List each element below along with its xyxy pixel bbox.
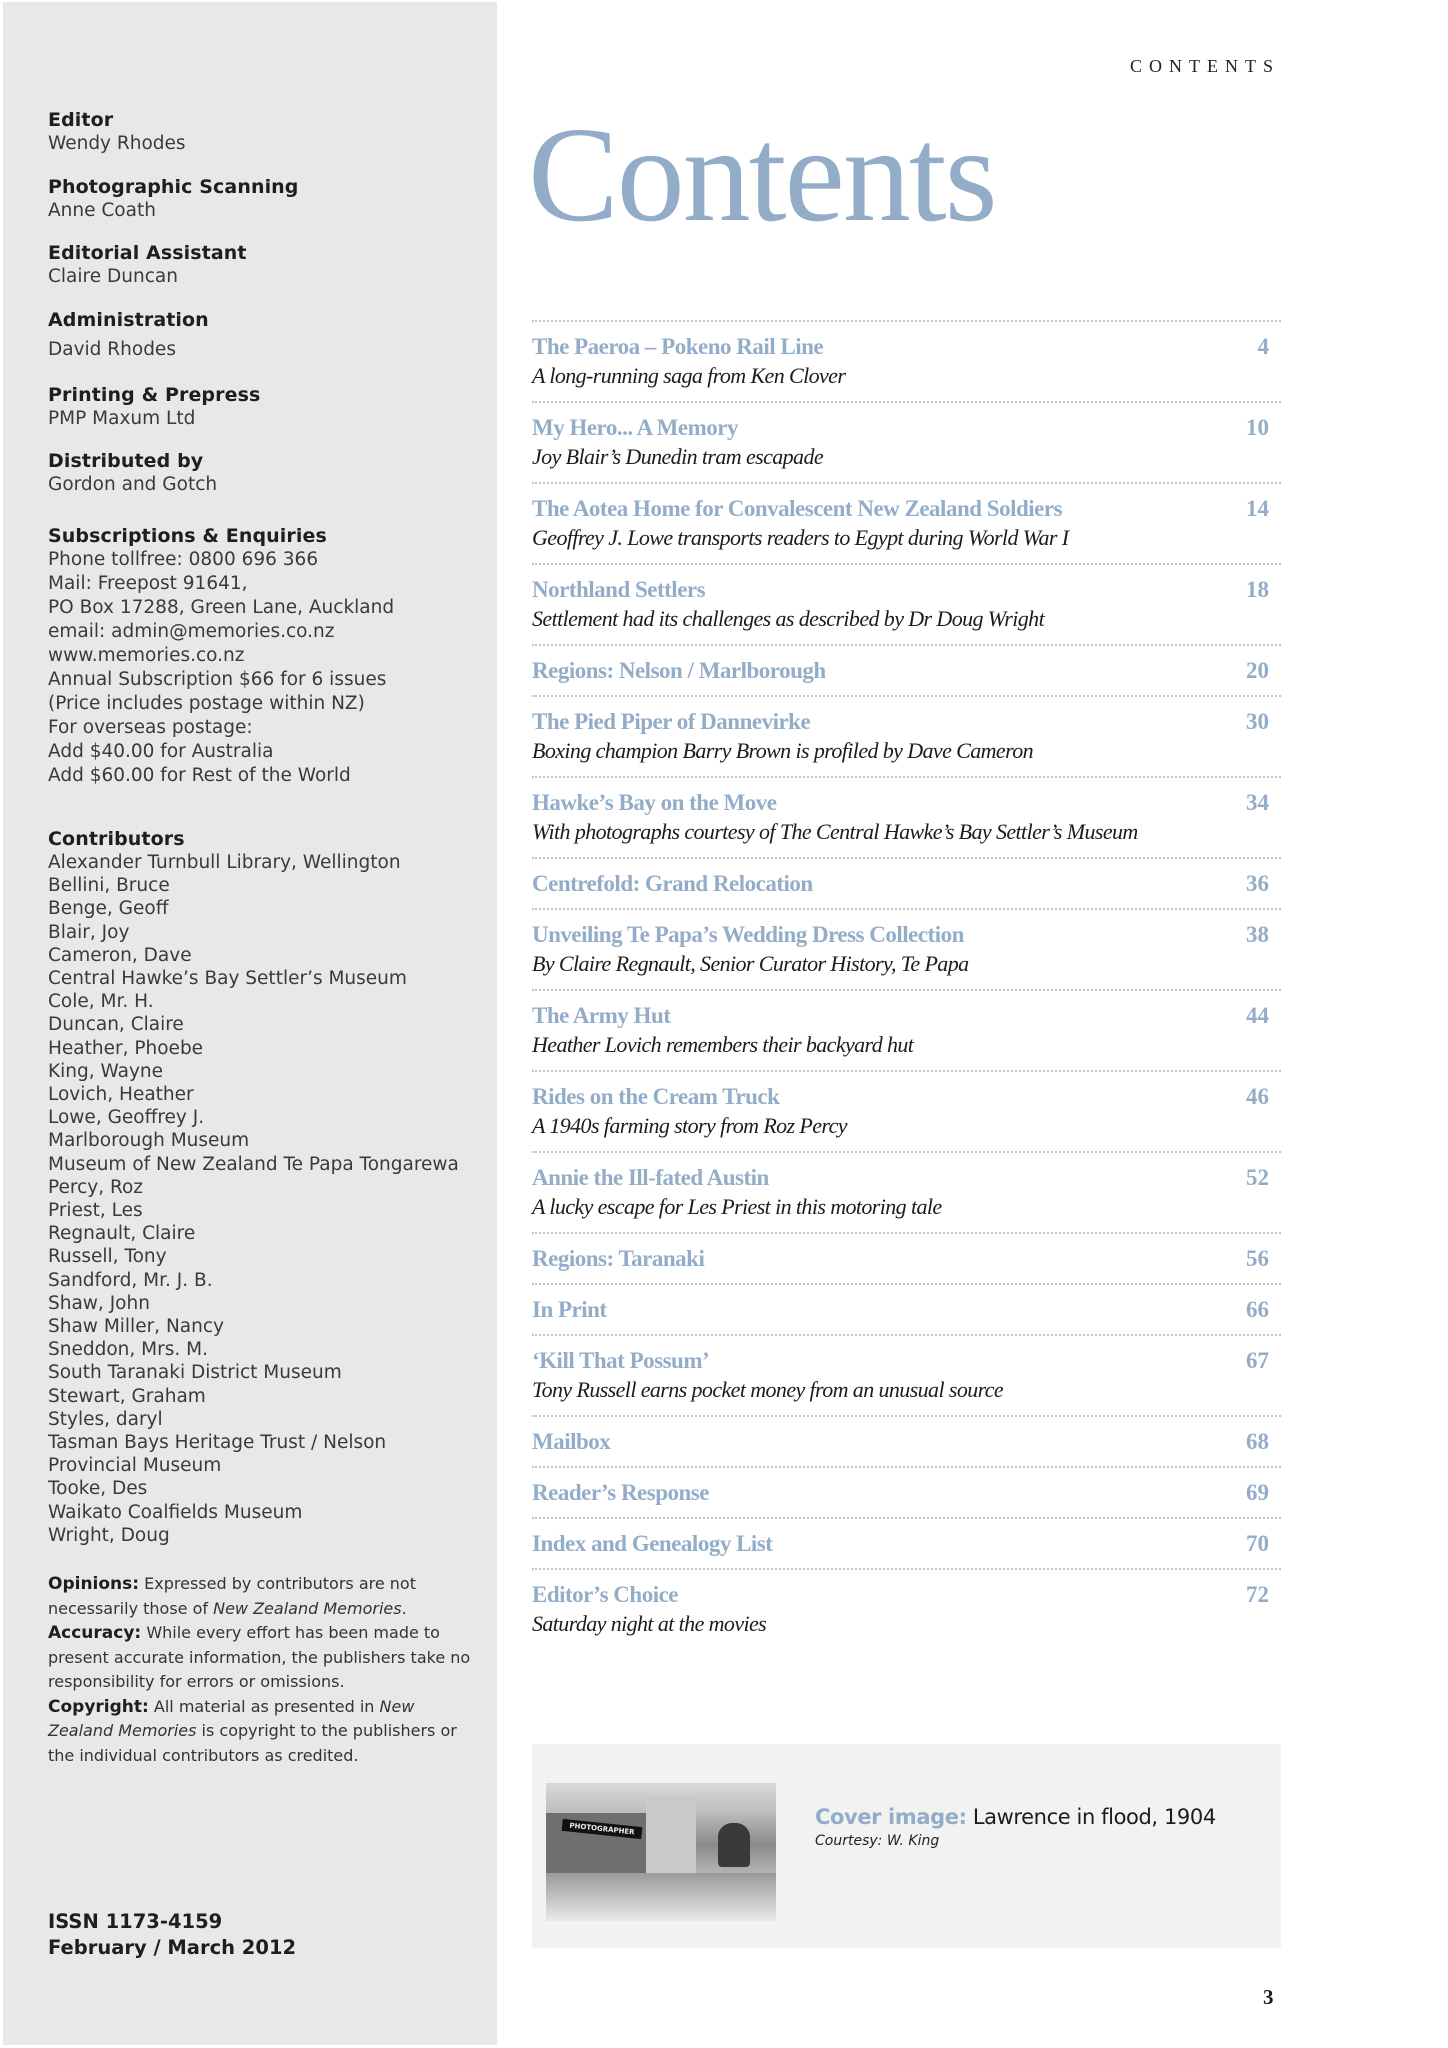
credit-heading: Editorial Assistant xyxy=(48,242,247,264)
toc-entry[interactable] xyxy=(532,320,1281,401)
toc-entry-page: 36 xyxy=(1246,871,1269,896)
contributor-name: Sandford, Mr. J. B. xyxy=(48,1269,213,1291)
credit-block xyxy=(48,383,488,431)
photo-floodwater xyxy=(546,1873,776,1921)
page-number: 3 xyxy=(1263,1985,1274,2009)
toc-entry[interactable] xyxy=(532,1334,1281,1415)
contributor-name: Provincial Museum xyxy=(48,1455,222,1477)
toc-entry[interactable] xyxy=(532,695,1281,776)
running-head: CONTENTS xyxy=(1130,56,1280,76)
contributor-name: Cole, Mr. H. xyxy=(48,991,154,1013)
toc-entry[interactable] xyxy=(532,908,1281,989)
contributors-heading: Contributors xyxy=(48,828,185,850)
toc-entry[interactable] xyxy=(532,1283,1281,1334)
copyright-text-end: is copyright to the publishers or the individual contributors as credited. xyxy=(48,1721,457,1765)
credit-block xyxy=(48,241,488,289)
toc-entry-page: 10 xyxy=(1246,415,1269,440)
cover-caption xyxy=(815,1804,1216,1830)
credit-heading: Printing & Prepress xyxy=(48,384,261,406)
toc-entry-title[interactable]: Mailbox xyxy=(532,1429,611,1454)
subscription-line: For overseas postage: xyxy=(48,717,253,738)
credit-block xyxy=(48,449,488,497)
subscription-line[interactable]: www.memories.co.nz xyxy=(48,645,245,666)
contributor-name: Bellini, Bruce xyxy=(48,875,170,897)
toc-entry-subtitle: Geoffrey J. Lowe transports readers to Egypt during World War I xyxy=(532,525,1069,550)
contributor-name: Russell, Tony xyxy=(48,1246,167,1268)
contributor-name: Marlborough Museum xyxy=(48,1130,250,1152)
toc-entry-subtitle: A long-running saga from Ken Clover xyxy=(532,363,846,388)
subscription-line: Annual Subscription $66 for 6 issues xyxy=(48,669,387,690)
toc-entry-title[interactable]: Northland Settlers xyxy=(532,577,706,602)
subscription-line: Add $60.00 for Rest of the World xyxy=(48,765,351,786)
contributor-name: Styles, daryl xyxy=(48,1408,163,1430)
toc-entry-title[interactable]: In Print xyxy=(532,1297,607,1322)
toc-entry-title[interactable]: Regions: Taranaki xyxy=(532,1246,705,1271)
cover-label: Cover image: xyxy=(815,1805,967,1829)
toc-entry-subtitle: Joy Blair’s Dunedin tram escapade xyxy=(532,444,824,469)
toc-entry-page: 46 xyxy=(1246,1084,1269,1109)
toc-entry-title[interactable]: The Paeroa – Pokeno Rail Line xyxy=(532,334,824,359)
accuracy-text: While every effort has been made to present accurate information, the publishers take no responsibility for errors or omissions. xyxy=(48,1623,471,1691)
masthead-sidebar xyxy=(3,2,497,2045)
toc-entry-title[interactable]: The Army Hut xyxy=(532,1003,671,1028)
toc-entry-subtitle: A 1940s farming story from Roz Percy xyxy=(532,1113,847,1138)
toc-entry[interactable] xyxy=(532,563,1281,644)
toc-entry-title[interactable]: The Pied Piper of Dannevirke xyxy=(532,709,811,734)
contributor-name: Wright, Doug xyxy=(48,1524,170,1546)
photo-sign: PHOTOGRAPHER xyxy=(562,1819,643,1839)
toc-entry-page: 4 xyxy=(1257,334,1269,359)
toc-entry-title[interactable]: Reader’s Response xyxy=(532,1480,709,1505)
toc-entry-page: 34 xyxy=(1246,790,1269,815)
toc-entry-page: 20 xyxy=(1246,658,1269,683)
issue-info xyxy=(48,1909,488,1961)
toc-entry-subtitle: Boxing champion Barry Brown is profiled by Dave Cameron xyxy=(532,738,1034,763)
toc-entry-page: 69 xyxy=(1246,1480,1269,1505)
toc-entry-page: 44 xyxy=(1246,1003,1269,1028)
toc-entry-title[interactable]: Index and Genealogy List xyxy=(532,1531,773,1556)
toc-entry-title[interactable]: My Hero... A Memory xyxy=(532,415,738,440)
toc-entry[interactable] xyxy=(532,1070,1281,1151)
opinions-text: Expressed by contributors are not necessarily those of xyxy=(48,1574,416,1618)
opinions-label: Opinions: xyxy=(48,1574,140,1594)
credit-block xyxy=(48,175,488,223)
subscription-line: Phone tollfree: 0800 696 366 xyxy=(48,549,319,570)
toc-entry-subtitle: With photographs courtesy of The Central Hawke’s Bay Settler’s Museum xyxy=(532,819,1138,844)
credit-value: David Rhodes xyxy=(48,339,176,360)
contributor-name: Tooke, Des xyxy=(48,1478,148,1500)
credit-heading: Administration xyxy=(48,309,209,331)
subscriptions-section xyxy=(48,524,488,788)
subscription-line: Mail: Freepost 91641, xyxy=(48,573,248,594)
toc-entry-subtitle: Heather Lovich remembers their backyard hut xyxy=(532,1032,914,1057)
toc-entry-title[interactable]: Editor’s Choice xyxy=(532,1582,679,1607)
toc-entry[interactable] xyxy=(532,1466,1281,1517)
contributor-name: King, Wayne xyxy=(48,1060,164,1082)
contributors-section xyxy=(48,827,488,1547)
toc-entry-page: 72 xyxy=(1246,1582,1269,1607)
contributor-name: Shaw, John xyxy=(48,1292,150,1314)
contributor-name: South Taranaki District Museum xyxy=(48,1362,342,1384)
contributor-name: Benge, Geoff xyxy=(48,898,169,920)
toc-entry[interactable] xyxy=(532,401,1281,482)
accuracy-label: Accuracy: xyxy=(48,1623,142,1643)
toc-entry[interactable] xyxy=(532,989,1281,1070)
toc-entry-title[interactable]: Rides on the Cream Truck xyxy=(532,1084,780,1109)
page-title: Contents xyxy=(528,100,996,250)
accuracy-statement xyxy=(48,1621,478,1695)
subscription-line[interactable]: email: admin@memories.co.nz xyxy=(48,621,335,642)
toc-entry-subtitle: Saturday night at the movies xyxy=(532,1611,767,1636)
credit-block xyxy=(48,308,488,362)
subscription-line: Add $40.00 for Australia xyxy=(48,741,274,762)
credit-value: Claire Duncan xyxy=(48,266,178,287)
disclaimer xyxy=(48,1572,478,1768)
issue-date: February / March 2012 xyxy=(48,1936,297,1959)
credit-value: PMP Maxum Ltd xyxy=(48,408,196,429)
toc-entry-subtitle: By Claire Regnault, Senior Curator History, Te Papa xyxy=(532,951,969,976)
contributor-name: Priest, Les xyxy=(48,1200,143,1222)
contributor-name: Regnault, Claire xyxy=(48,1223,196,1245)
toc-entry-title[interactable]: Regions: Nelson / Marlborough xyxy=(532,658,826,683)
contributor-name: Heather, Phoebe xyxy=(48,1037,204,1059)
contributor-name: Blair, Joy xyxy=(48,921,130,943)
toc-entry-page: 56 xyxy=(1246,1246,1269,1271)
credit-heading: Editor xyxy=(48,109,114,131)
toc-entry-page: 68 xyxy=(1246,1429,1269,1454)
contributor-name: Central Hawke’s Bay Settler’s Museum xyxy=(48,968,407,990)
contributor-name: Sneddon, Mrs. M. xyxy=(48,1339,208,1361)
subscriptions-lines xyxy=(48,548,488,788)
cover-photo xyxy=(546,1783,776,1921)
toc-entry-subtitle: A lucky escape for Les Priest in this motoring tale xyxy=(532,1194,942,1219)
toc-entry[interactable] xyxy=(532,857,1281,908)
toc-entry-subtitle: Tony Russell earns pocket money from an unusual source xyxy=(532,1377,1004,1402)
toc-entry-title[interactable]: Unveiling Te Papa’s Wedding Dress Collection xyxy=(532,922,964,947)
toc-entry-title[interactable]: The Aotea Home for Convalescent New Zealand Soldiers xyxy=(532,496,1063,521)
toc-entry-page: 70 xyxy=(1246,1531,1269,1556)
toc-entry-title[interactable]: Annie the Ill-fated Austin xyxy=(532,1165,769,1190)
toc-entry-page: 30 xyxy=(1246,709,1269,734)
photo-cart xyxy=(718,1823,750,1867)
publication-name: New Zealand Memories xyxy=(213,1598,402,1618)
toc-entry-title[interactable]: Hawke’s Bay on the Move xyxy=(532,790,777,815)
opinions-statement xyxy=(48,1572,478,1621)
credit-heading: Distributed by xyxy=(48,450,204,472)
toc-entry-page: 67 xyxy=(1246,1348,1269,1373)
cover-credit: Courtesy: W. King xyxy=(815,1833,940,1849)
contributors-list xyxy=(48,851,488,1547)
toc-entry-subtitle: Settlement had its challenges as described by Dr Doug Wright xyxy=(532,606,1045,631)
toc-entry[interactable] xyxy=(532,644,1281,695)
cover-caption-text: Lawrence in flood, 1904 xyxy=(966,1805,1216,1829)
toc-entry[interactable] xyxy=(532,482,1281,563)
credit-heading: Photographic Scanning xyxy=(48,176,299,198)
toc-entry-title[interactable]: ‘Kill That Possum’ xyxy=(532,1348,710,1373)
subscription-line: PO Box 17288, Green Lane, Auckland xyxy=(48,597,395,618)
contributor-name: Shaw Miller, Nancy xyxy=(48,1316,224,1338)
contributor-name: Duncan, Claire xyxy=(48,1014,184,1036)
toc-entry-page: 18 xyxy=(1246,577,1269,602)
photo-building xyxy=(646,1797,696,1873)
toc-entry-page: 38 xyxy=(1246,922,1269,947)
toc-entry-title[interactable]: Centrefold: Grand Relocation xyxy=(532,871,813,896)
credit-value: Gordon and Gotch xyxy=(48,474,218,495)
toc-entry[interactable] xyxy=(532,776,1281,857)
contributor-name: Percy, Roz xyxy=(48,1176,144,1198)
table-of-contents xyxy=(532,320,1281,1649)
credit-value: Anne Coath xyxy=(48,200,156,221)
toc-entry[interactable] xyxy=(532,1151,1281,1232)
contributor-name: Waikato Coalfields Museum xyxy=(48,1501,303,1523)
publication-name: New Zealand Memories xyxy=(48,1696,415,1740)
credit-value: Wendy Rhodes xyxy=(48,133,186,154)
copyright-statement xyxy=(48,1695,478,1769)
contributor-name: Cameron, Dave xyxy=(48,944,192,966)
toc-entry[interactable] xyxy=(532,1517,1281,1568)
subscriptions-heading: Subscriptions & Enquiries xyxy=(48,525,327,547)
toc-entry[interactable] xyxy=(532,1568,1281,1649)
contributor-name: Museum of New Zealand Te Papa Tongarewa xyxy=(48,1153,459,1175)
credit-block xyxy=(48,108,488,156)
contributor-name: Lovich, Heather xyxy=(48,1084,194,1106)
opinions-end: . xyxy=(401,1598,407,1618)
copyright-label: Copyright: xyxy=(48,1696,149,1717)
contributor-name: Tasman Bays Heritage Trust / Nelson xyxy=(48,1432,387,1454)
toc-entry[interactable] xyxy=(532,1232,1281,1283)
contributor-name: Lowe, Geoffrey J. xyxy=(48,1107,205,1129)
toc-entry-page: 66 xyxy=(1246,1297,1269,1322)
toc-entry-page: 52 xyxy=(1246,1165,1269,1190)
toc-entry-page: 14 xyxy=(1246,496,1269,521)
copyright-text: All material as presented in xyxy=(148,1696,380,1716)
cover-image-box xyxy=(532,1744,1281,1948)
toc-entry[interactable] xyxy=(532,1415,1281,1466)
subscription-line: (Price includes postage within NZ) xyxy=(48,693,365,714)
contributor-name: Stewart, Graham xyxy=(48,1385,206,1407)
contributor-name: Alexander Turnbull Library, Wellington xyxy=(48,852,401,873)
issn: ISSN 1173-4159 xyxy=(48,1910,223,1933)
